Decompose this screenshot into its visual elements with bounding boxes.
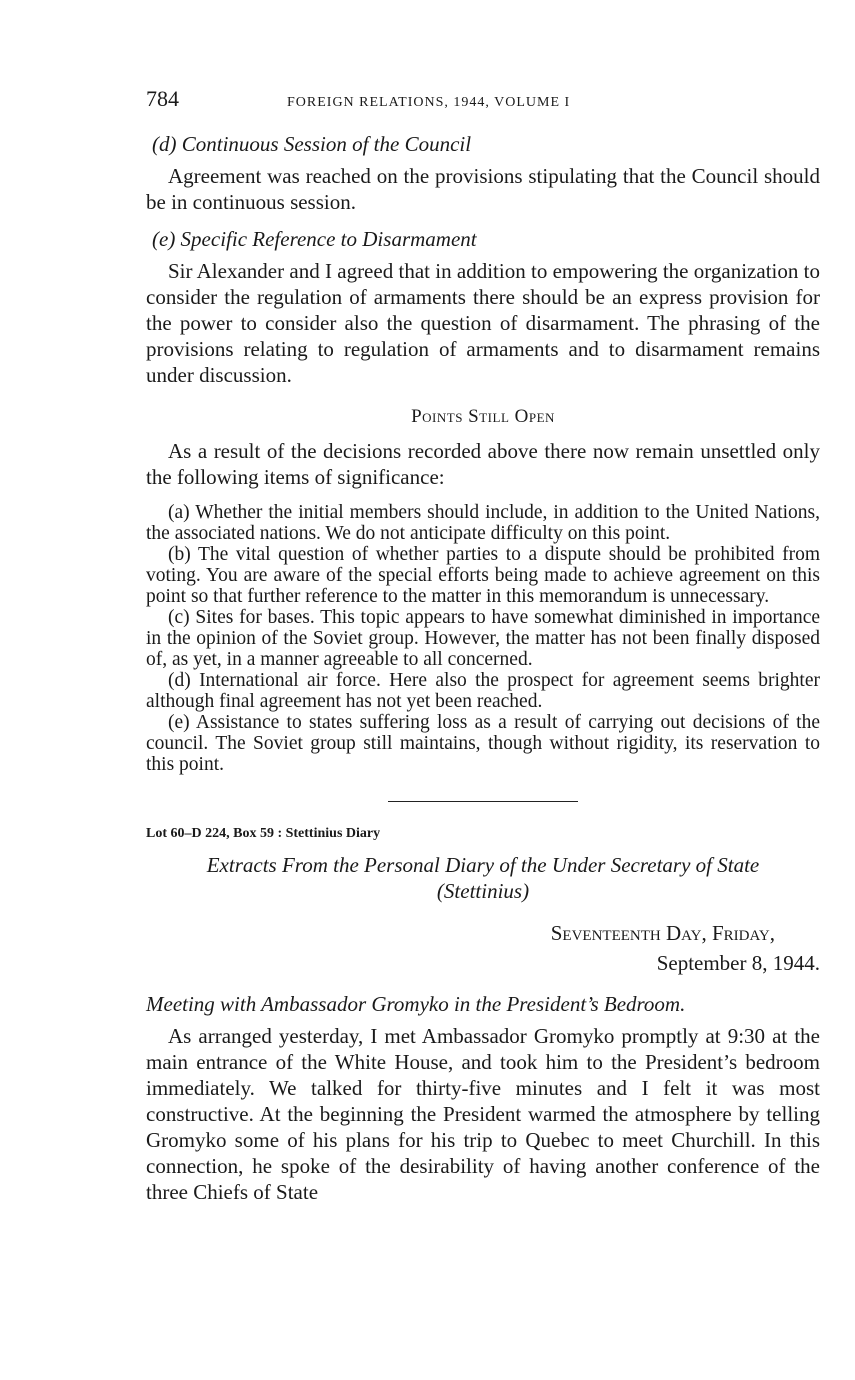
section-d-text: Agreement was reached on the provisions stipulating that the Council should be in continuous session.	[146, 164, 820, 214]
points-still-open-title: Points Still Open	[411, 406, 555, 427]
diary-title-line2: (Stettinius)	[436, 879, 530, 903]
page-header	[146, 86, 820, 120]
dateline-day: Seventeenth Day, Friday,	[550, 921, 775, 945]
document-page	[146, 86, 820, 1205]
points-intro: As a result of the decisions recorded above there now remain unsettled only the following items of significance:	[146, 439, 820, 489]
meeting-title: Meeting with Ambassador Gromyko in the President’s Bedroom.	[146, 992, 686, 1016]
list-item: (b) The vital question of whether parties to a dispute should be prohibited from voting. You are aware of the special efforts being made to achieve agreement on this point so that further reference to the matter in this memorandum is unnecessary.	[146, 544, 820, 607]
page-number: 784	[146, 86, 179, 111]
diary-title-line1: Extracts From the Personal Diary of the Under Secretary of State	[206, 853, 760, 877]
list-item: (c) Sites for bases. This topic appears to have somewhat diminished in importance in the opinion of the Soviet group. However, the matter has not been finally disposed of, as yet, in a manner agreeable to all concerned.	[146, 607, 820, 670]
section-e-title: (e) Specific Reference to Disarmament	[152, 227, 477, 251]
list-item: (e) Assistance to states suffering loss as a result of carrying out decisions of the council. The Soviet group still maintains, though without rigidity, its reservation to this point.	[146, 712, 820, 775]
list-item: (d) International air force. Here also the prospect for agreement seems brighter although final agreement has not yet been reached.	[146, 670, 820, 712]
diary-title	[146, 852, 820, 904]
section-divider	[388, 801, 578, 802]
dateline	[146, 918, 820, 978]
section-d-title: (d) Continuous Session of the Council	[152, 132, 472, 156]
dateline-date: September 8, 1944.	[656, 951, 820, 975]
section-e-text: Sir Alexander and I agreed that in addition to empowering the organization to consider the regulation of armaments there should be an express provision for the power to consider also the question of disarmament. The phrasing of the provisions relating to regulation of armaments and to disarmament remains under discussion.	[146, 259, 820, 387]
running-head: FOREIGN RELATIONS, 1944, VOLUME I	[287, 95, 571, 110]
list-item: (a) Whether the initial members should include, in addition to the United Nations, the associated nations. We do not anticipate difficulty on this point.	[146, 502, 820, 544]
diary-text: As arranged yesterday, I met Ambassador Gromyko promptly at 9:30 at the main entrance of the White House, and took him to the President’s bedroom immediately. We talked for thirty-five minutes and I felt it was most constructive. At the beginning the President warmed the atmosphere by telling Gromyko some of his plans for his trip to Quebec to meet Churchill. In this connection, he spoke of the desirability of having another conference of the three Chiefs of State	[146, 1024, 820, 1204]
source-citation: Lot 60–D 224, Box 59 : Stettinius Diary	[146, 826, 381, 841]
